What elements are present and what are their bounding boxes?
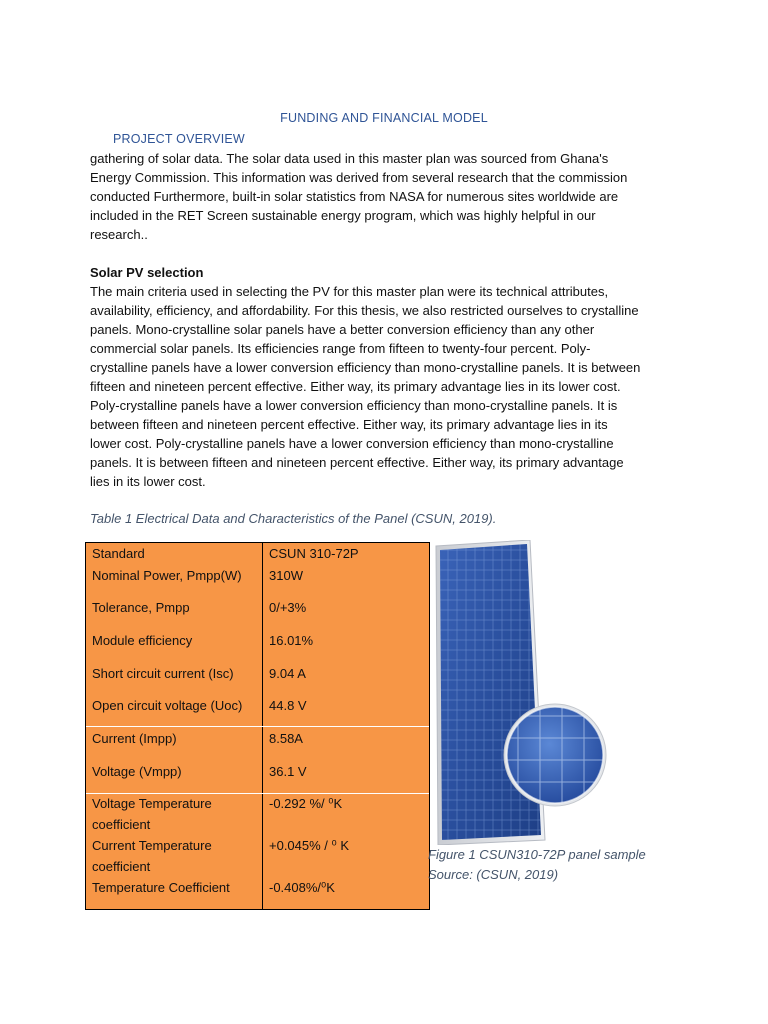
pv-selection-section [90,263,680,491]
text-line: fifteen and nineteen percent effective. Either way, its primary advantage lies in its lower cost. [90,379,621,394]
table-value-temp-coeff: -0.408%/⁰K [269,880,335,895]
table-caption: Table 1 Electrical Data and Characteristics of the Panel (CSUN, 2019). [90,511,497,526]
table-value-vmpp: 36.1 V [269,764,307,779]
heading-main: FUNDING AND FINANCIAL MODEL [280,111,488,125]
table-label-voltage-temp-coeff: Voltage Temperature coefficient [92,796,212,832]
table-label-nominal-power: Nominal Power, Pmpp(W) [92,568,242,583]
text-line: lies in its lower cost. [90,474,206,489]
table-label-isc: Short circuit current (Isc) [92,666,234,681]
text-line: between fifteen and nineteen percent effective. Either way, its primary advantage lies in its [90,417,608,432]
text-line: availability, efficiency, and affordability. For this thesis, we also restricted ourselves to crystalline [90,303,639,318]
table-label-current-temp-coeff: Current Temperature coefficient [92,838,212,874]
solar-panel-image [430,540,610,845]
table-label-impp: Current (Impp) [92,731,177,746]
text-line: panels. Mono-crystalline solar panels have a better conversion efficiency than any other [90,322,595,337]
text-line: panels. It is between fifteen and nineteen percent effective. Either way, its primary advantage [90,455,624,470]
table-label-tolerance: Tolerance, Pmpp [92,600,190,615]
text-line: The main criteria used in selecting the PV for this master plan were its technical attributes, [90,284,609,299]
figure-caption-source: Source: (CSUN, 2019) [428,867,559,882]
table-label-vmpp: Voltage (Vmpp) [92,764,182,779]
text-line: Poly-crystalline panels have a lower conversion efficiency than mono-crystalline panels. It is [90,398,618,413]
table-label-module-efficiency: Module efficiency [92,633,193,648]
table-value-tolerance: 0/+3% [269,600,307,615]
figure-caption-line: Figure 1 CSUN310-72P panel sample [428,847,646,862]
text-line: research.. [90,227,148,242]
table-value-standard: CSUN 310-72P [269,546,359,561]
table-label-uoc: Open circuit voltage (Uoc) [92,698,243,713]
table-value-uoc: 44.8 V [269,698,307,713]
text-line: included in the RET Screen sustainable energy program, which was highly helpful in our [90,208,596,223]
table-value-voltage-temp-coeff: -0.292 %/ ⁰K [269,796,343,811]
text-line: commercial solar panels. Its efficiencies range from fifteen to twenty-four percent. Poly- [90,341,591,356]
table-label-standard: Standard [92,546,145,561]
section-heading: Solar PV selection [90,265,204,280]
heading-sub: PROJECT OVERVIEW [113,132,245,146]
text-line: crystalline panels have a lower conversion efficiency than mono-crystalline panels. It is between [90,360,641,375]
table-label-temp-coeff: Temperature Coefficient [92,880,230,895]
table-value-current-temp-coeff: +0.045% / ⁰ K [269,838,350,853]
figure-caption [428,845,708,885]
intro-paragraph [90,149,680,244]
text-line: conducted Furthermore, built-in solar statistics from NASA for numerous sites worldwide are [90,189,619,204]
table-value-impp: 8.58A [269,731,303,746]
table-value-module-efficiency: 16.01% [269,633,314,648]
table-value-isc: 9.04 A [269,666,306,681]
panel-data-table [85,542,430,910]
text-line: gathering of solar data. The solar data used in this master plan was sourced from Ghana's [90,151,609,166]
row-separator [86,726,429,727]
text-line: lower cost. Poly-crystalline panels have a lower conversion efficiency than mono-crystalline [90,436,614,451]
table-value-nominal-power: 310W [269,568,303,583]
text-line: Energy Commission. This information was derived from several research that the commission [90,170,628,185]
